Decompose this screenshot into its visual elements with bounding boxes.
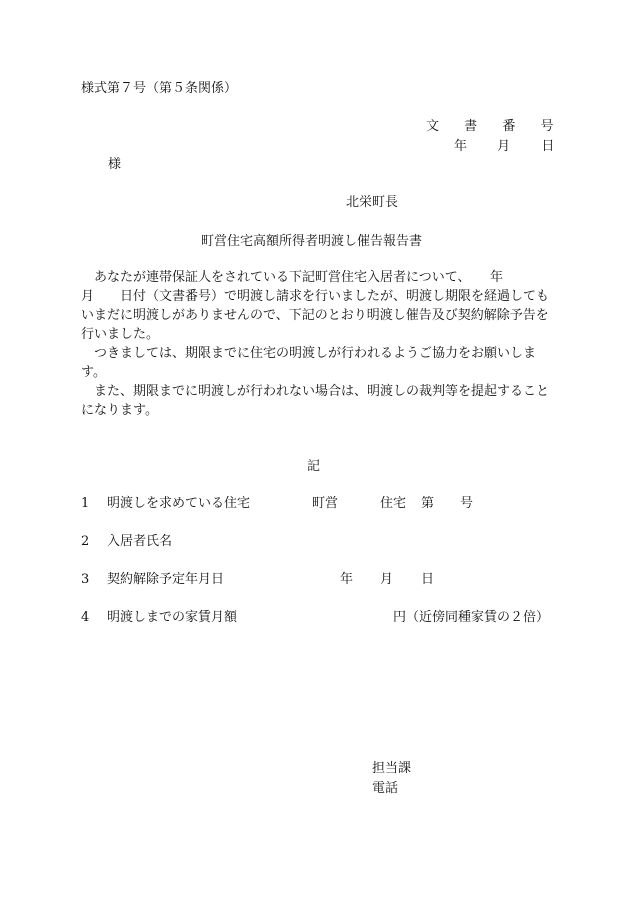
docnum-char-2: 書 — [464, 119, 478, 134]
housing-town: 町営 — [312, 496, 339, 511]
docnum-char-1: 文 — [426, 119, 440, 134]
document-title: 町営住宅高額所得者明渡し催告報告書 — [201, 234, 423, 249]
contact-department: 担当課 — [372, 761, 412, 776]
contact-phone: 電話 — [372, 781, 399, 796]
termination-day: 日 — [421, 572, 435, 587]
ki-heading: 記 — [307, 459, 321, 474]
housing-no-prefix: 第 — [421, 496, 435, 511]
date-day: 日 — [541, 139, 555, 154]
date-year: 年 — [454, 139, 468, 154]
item-label: 明渡しまでの家賃月額 — [107, 610, 238, 625]
item-number: 4 — [81, 610, 90, 625]
item-number: 3 — [81, 572, 90, 587]
date-line — [454, 140, 554, 153]
date-month: 月 — [497, 139, 511, 154]
housing-building: 住宅 — [380, 496, 407, 511]
body-paragraph-3: また、期限までに明渡しが行われない場合は、明渡しの裁判等を提起することになります。 — [81, 384, 550, 418]
body-line-1: あなたが連帯保証人をされている下記町営住宅入居者について、 年 — [94, 270, 503, 285]
termination-month: 月 — [380, 572, 394, 587]
item-number: 2 — [81, 534, 90, 549]
form-number: 様式第７号（第５条関係） — [81, 81, 238, 96]
rent-amount-note: 円（近傍同種家賃の２倍） — [393, 610, 550, 625]
item-label: 契約解除予定年月日 — [107, 572, 225, 587]
item-number: 1 — [81, 496, 90, 511]
docnum-char-4: 号 — [540, 119, 554, 134]
sender: 北栄町長 — [346, 195, 399, 210]
docnum-char-3: 番 — [502, 119, 516, 134]
item-label: 入居者氏名 — [107, 534, 173, 549]
document-number-label — [426, 120, 553, 133]
body-line-2: 月 日付（文書番号）で明渡し請求を行いましたが、明渡し期限を経過してもいまだに明渡しがありませんので、下記のとおり明渡し催告及び契約解除予告を行いました。 — [81, 289, 550, 342]
housing-no-suffix: 号 — [460, 496, 474, 511]
item-label: 明渡しを求めている住宅 — [107, 496, 251, 511]
addressee: 様 — [108, 157, 122, 172]
termination-year: 年 — [340, 572, 354, 587]
body-text — [81, 268, 551, 420]
body-paragraph-2: つきましては、期限までに住宅の明渡しが行われるようご協力をお願いします。 — [81, 346, 537, 380]
